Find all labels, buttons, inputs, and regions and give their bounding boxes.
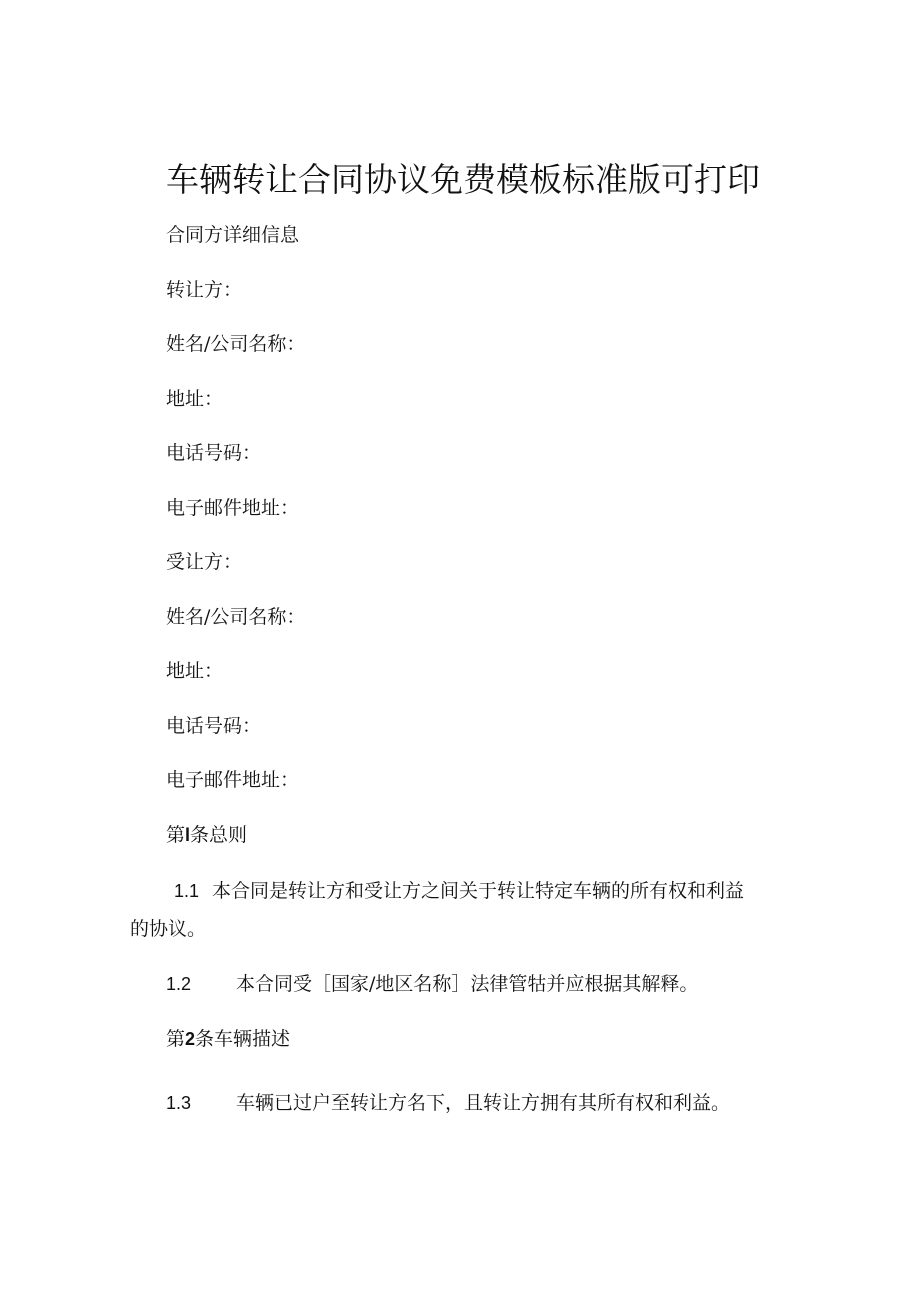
article-2-heading bbox=[166, 1026, 290, 1052]
article-2-prefix: 第 bbox=[166, 1028, 186, 1050]
clause-1-3 bbox=[166, 1090, 730, 1116]
clause-number: 1.1 bbox=[174, 881, 200, 901]
transferor-email-label: 电子邮件地址： bbox=[166, 497, 300, 519]
transferor-address-label: 地址： bbox=[166, 388, 224, 410]
article-1-number: l bbox=[185, 825, 191, 845]
section-heading: 合同方详细信息 bbox=[166, 224, 300, 246]
article-2-number: 2 bbox=[185, 1029, 196, 1049]
transferee-phone-label: 电话号码： bbox=[166, 715, 262, 737]
transferor-name-label: 姓名/公司名称： bbox=[166, 333, 306, 355]
article-1-heading bbox=[166, 822, 247, 848]
transferee-email-label: 电子邮件地址： bbox=[166, 769, 300, 791]
clause-1-2 bbox=[166, 971, 698, 997]
clause-text: 车辆已过户至转让方名下，且转让方拥有其所有权和利益。 bbox=[236, 1092, 731, 1114]
clause-text: 本合同受［国家/地区名称］法律管牯并应根据其解释。 bbox=[236, 973, 699, 995]
transferor-label: 转让方： bbox=[166, 279, 243, 301]
transferee-address-label: 地址： bbox=[166, 660, 224, 682]
article-2-title: 条车辆描述 bbox=[195, 1028, 291, 1050]
document-title: 车辆转让合同协议免费模板标准版可打印 bbox=[166, 160, 760, 199]
clause-number: 1.3 bbox=[166, 1093, 192, 1113]
article-1-title: 条总则 bbox=[190, 824, 248, 846]
clause-number: 1.2 bbox=[166, 974, 192, 994]
clause-1-1-line2: 的协议。 bbox=[130, 918, 207, 940]
transferee-name-label: 姓名/公司名称： bbox=[166, 606, 306, 628]
clause-1-1-line1 bbox=[174, 878, 744, 904]
transferee-label: 受让方： bbox=[166, 551, 243, 573]
clause-text: 本合同是转让方和受让方之间关于转让特定车辆的所有权和利益 bbox=[212, 880, 745, 902]
article-1-prefix: 第 bbox=[166, 824, 186, 846]
transferor-phone-label: 电话号码： bbox=[166, 442, 262, 464]
